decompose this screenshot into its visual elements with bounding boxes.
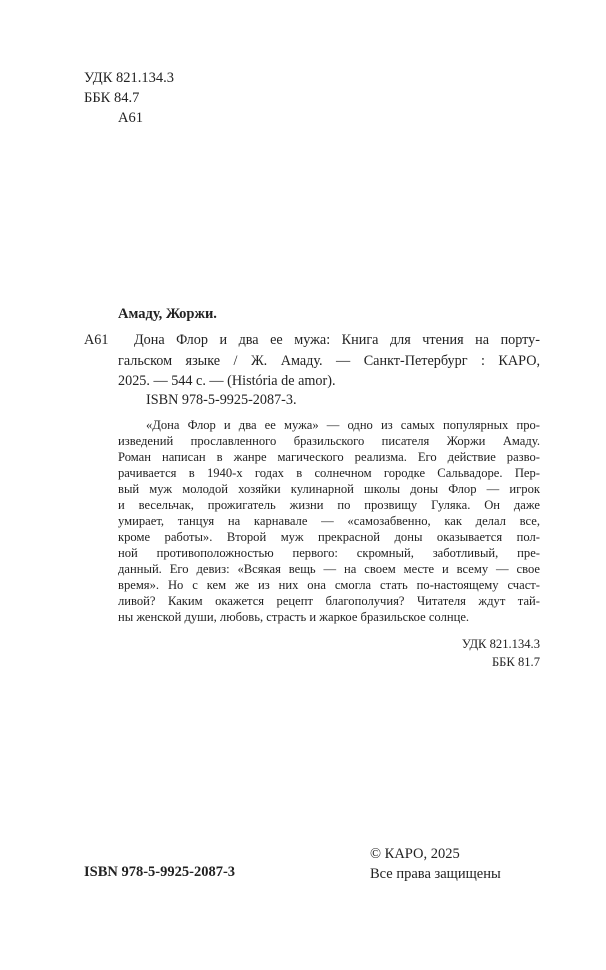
bib-line: 2025. — 544 с. — (História de amor). <box>118 373 336 389</box>
annotation-line: ны женской души, любовь, страсть и жаркое бразильское солнце. <box>118 610 470 624</box>
annotation-line: кроме работы». Второй муж прекрасной доны оказывается пол- <box>118 530 540 544</box>
annotation-line: изведений прославленного бразильского писателя Жоржи Амаду. <box>118 434 540 448</box>
header-bbk: ББК 84.7 <box>84 90 140 106</box>
annotation-line: Роман написан в жанре магического реализма. Его действие разво- <box>118 450 540 464</box>
header-author-mark: А61 <box>118 110 143 126</box>
annotation-line: время». Но с кем же из них она смогла стать по-настоящему счаст- <box>118 578 540 592</box>
annotation-line: и весельчак, прожигатель жизни по прозвищу Гуляка. Он даже <box>118 498 540 512</box>
bib-line: Дона Флор и два ее мужа: Книга для чтения на порту- <box>134 332 540 348</box>
annotation-line: рачивается в 1940-х годах в солнечном городке Сальвадоре. Пер- <box>118 466 540 480</box>
annotation-line: умирает, танцуя на карнавале — «самозабвенно, как делал все, <box>118 514 540 528</box>
annotation-line: ливой? Каким окажется рецепт благополучия? Читателя ждут тай- <box>118 594 540 608</box>
annotation-line: ной противоположностью первого: скромный, заботливый, пре- <box>118 546 540 560</box>
footer-isbn: ISBN 978-5-9925-2087-3 <box>84 864 236 880</box>
annotation-line: вый муж молодой хозяйки кулинарной школы доны Флор — игрок <box>118 482 540 496</box>
annotation-line: данный. Его девиз: «Всякая вещь — на своем месте и всему — свое <box>118 562 540 576</box>
record-bbk: ББК 81.7 <box>491 655 540 669</box>
record-author: Амаду, Жоржи. <box>118 306 217 322</box>
record-author-mark: А61 <box>84 332 109 348</box>
footer-rights: Все права защищены <box>370 866 501 882</box>
record-isbn: ISBN 978-5-9925-2087-3. <box>146 392 297 408</box>
header-udk: УДК 821.134.3 <box>84 70 174 86</box>
bib-line: гальском языке / Ж. Амаду. — Санкт-Петербург : КАРО, <box>118 353 540 369</box>
annotation-line: «Дона Флор и два ее мужа» — одно из самых популярных про- <box>146 418 540 432</box>
record-udk: УДК 821.134.3 <box>461 637 540 651</box>
footer-copyright: © КАРО, 2025 <box>370 846 460 862</box>
